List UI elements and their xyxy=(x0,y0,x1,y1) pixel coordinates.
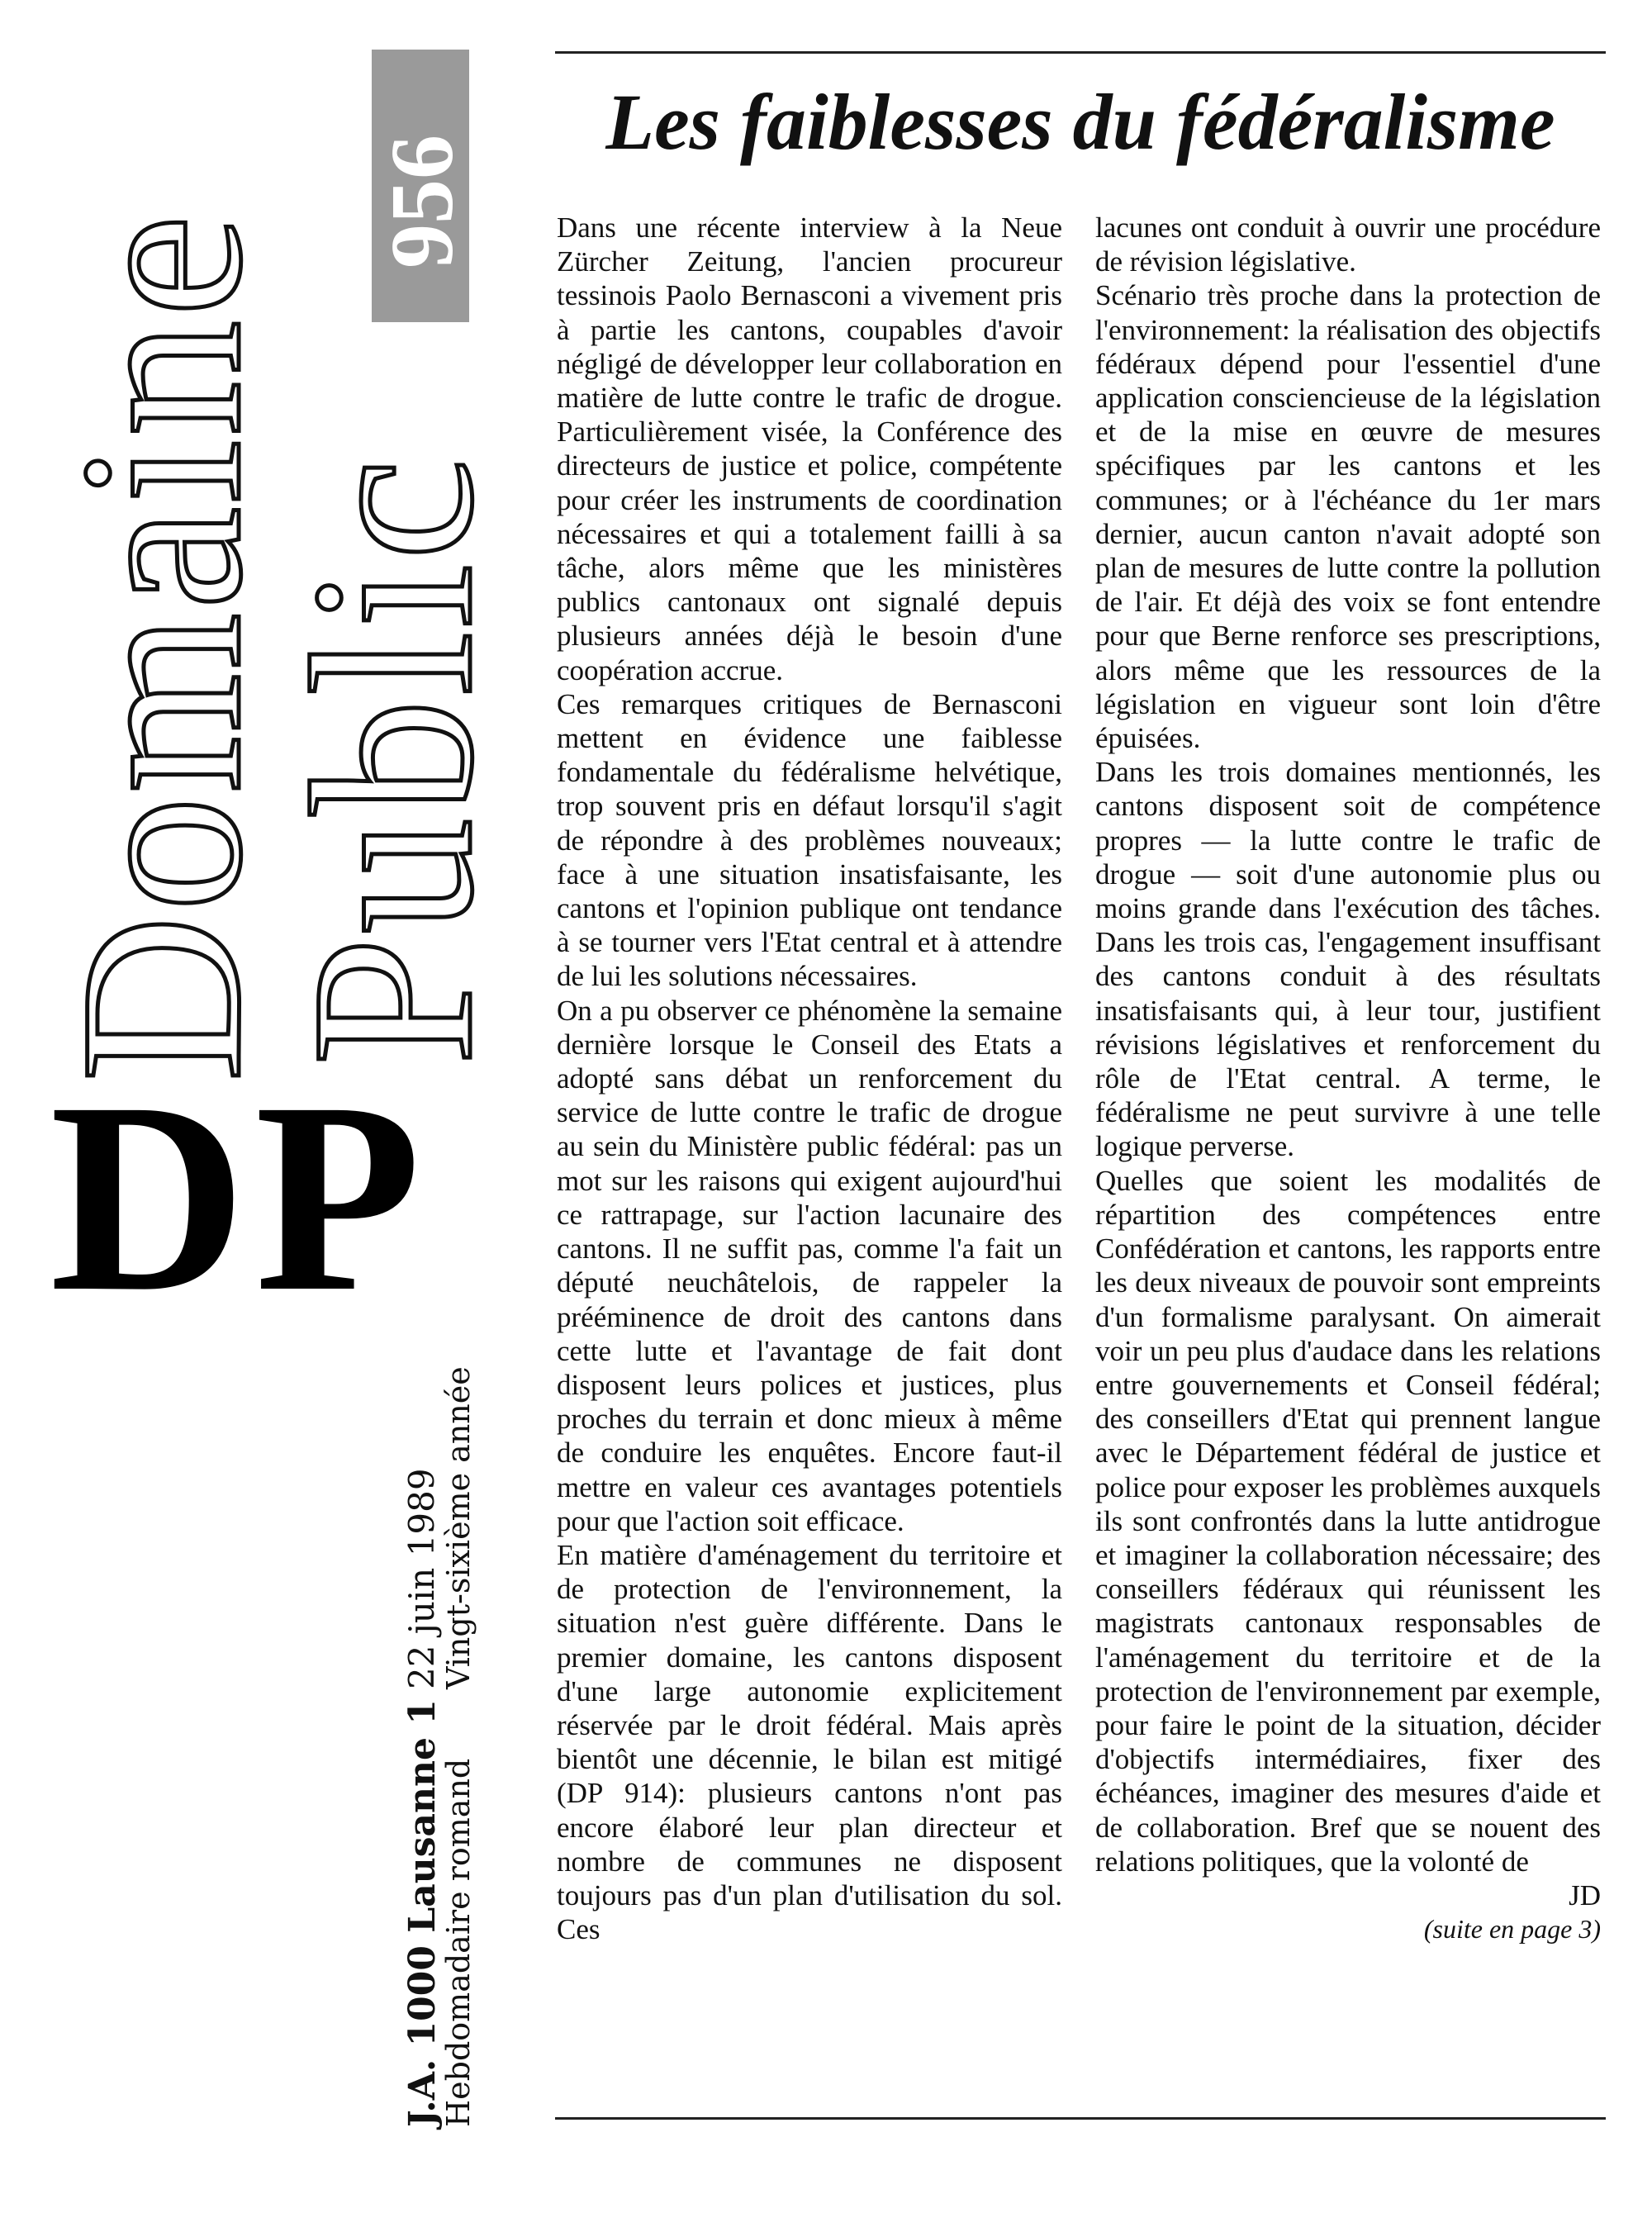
paragraph: lacunes ont conduit à ouvrir une procédure de révision législative. xyxy=(1095,211,1601,278)
paragraph: Scénario très proche dans la protection de l'environnement: la réalisation des objectifs fédéraux dépend pour l'essentiel d'une application consciencieuse de la législation et de la mise en œuvre de mesures spécifiques par les cantons et les communes; or à l'échéance du 1er mars dernier, aucun canton n'avait adopté son plan de mesures de lutte contre la pollution de l'air. Et déjà des voix se font entendre pour que Berne renforce ses prescriptions, alors même que les ressources de la législation en vigueur sont loin d'être épuisées. xyxy=(1095,279,1601,755)
top-rule xyxy=(555,51,1606,54)
paragraph: Ces remarques critiques de Bernasconi mettent en évidence une faiblesse fondamentale du fédéralisme helvétique, trop souvent pris en défaut lorsqu'il s'agit de répondre à des problèmes nouveaux; face à une situation insatisfaisante, les cantons et l'opinion publique ont tendance à se tourner vers l'Etat central et à attendre de lui les solutions nécessaires. xyxy=(557,687,1062,993)
bottom-rule xyxy=(555,2117,1606,2120)
article-column-left xyxy=(557,211,1062,1946)
paragraph: On a pu observer ce phénomène la semaine dernière lorsque le Conseil des Etats a adopté sans débat un renforcement du service de lutte contre le trafic de drogue au sein du Ministère public fédéral: pas un mot sur les raisons qui exigent aujourd'hui ce rattrapage, sur l'action lacunaire des cantons. Il ne suffit pas, comme l'a fait un député neuchâtelois, de rappeler la prééminence de droit des cantons dans cette lutte et l'avantage de fait dont disposent leurs polices et justices, plus proches du terrain et donc mieux à même de conduire les enquêtes. Encore faut-il mettre en valeur ces avantages potentiels pour que l'action soit efficace. xyxy=(557,994,1062,1537)
issue-number: 956 xyxy=(373,135,472,268)
article-column-right xyxy=(1095,211,1601,1946)
article-headline: Les faiblesses du fédéralisme xyxy=(605,78,1555,166)
publication-year: Vingt-sixième année xyxy=(440,1366,477,1689)
author-signature: JD xyxy=(1569,1878,1601,1911)
paragraph: Dans les trois domaines mentionnés, les cantons disposent soit de compétence propres — la lutte contre le trafic de drogue — soit d'une autonomie plus ou moins grande dans l'exécution des tâches. Dans les trois cas, l'engagement insuffisant des cantons conduit à des résultats insatisfaisants qui, à leur tour, justifient révisions législatives et renforcement du rôle de l'Etat central. A terme, le fédéralisme ne peut survivre à une telle logique perverse. xyxy=(1095,756,1601,1163)
publication-subtitle: Hebdomadaire romand xyxy=(440,1758,477,2127)
paragraph: Quelles que soient les modalités de répartition des compétences entre Confédération et cantons, les rapports entre les deux niveaux de pouvoir sont empreints d'un formalisme paralysant. On aimerait voir un peu plus d'audace dans les relations entre gouvernements et Conseil fédéral; des conseillers d'Etat qui prennent langue avec le Département fédéral de justice et police pour exposer les problèmes auxquels ils sont confrontés dans la lutte antidrogue et imaginer la collaboration nécessaire; des conseillers fédéraux qui réunissent les magistrats cantonaux responsables de l'aménagement du territoire et de la protection de l'environnement par exemple, pour faire le point de la situation, décider d'objectifs intermédiaires, fixer des échéances, imaginer des mesures d'aide et de collaboration. Bref que se nouent des relations politiques, que la volonté de xyxy=(1095,1164,1601,1878)
issue-date: 22 juin 1989 xyxy=(401,1468,442,1689)
masthead-title-public: Public xyxy=(263,454,520,1066)
paragraph: Dans une récente interview à la Neue Zürcher Zeitung, l'ancien procureur tessinois Paolo Bernasconi a vivement pris à partie les cantons, coupables d'avoir négligé de développer leur collaboration en matière de lutte contre le trafic de drogue. Particulièrement visée, la Conférence des directeurs de justice et police, compétente pour créer les instruments de coordination nécessaires et qui a totalement failli à sa tâche, alors même que les ministères publics cantonaux ont signalé depuis plusieurs années déjà le besoin d'une coopération accrue. xyxy=(557,211,1062,686)
dp-logo: DP xyxy=(50,1047,430,1348)
paragraph: En matière d'aménagement du territoire et de protection de l'environnement, la situation n'est guère différente. Dans le premier domaine, les cantons disposent d'une large autonomie explicitement réservée par le droit fédéral. Mais après bientôt une décennie, le bilan est mitigé (DP 914): plusieurs cantons n'ont pas encore élaboré leur plan directeur et nombre de communes ne disposent toujours pas d'un plan d'utilisation du sol. Ces xyxy=(557,1538,1062,1946)
continuation-link[interactable]: (suite en page 3) xyxy=(1423,1914,1601,1945)
masthead-title-domaine: Domaine xyxy=(32,211,289,1082)
postal-line: J.A. 1000 Lausanne 1 xyxy=(401,1699,444,2127)
